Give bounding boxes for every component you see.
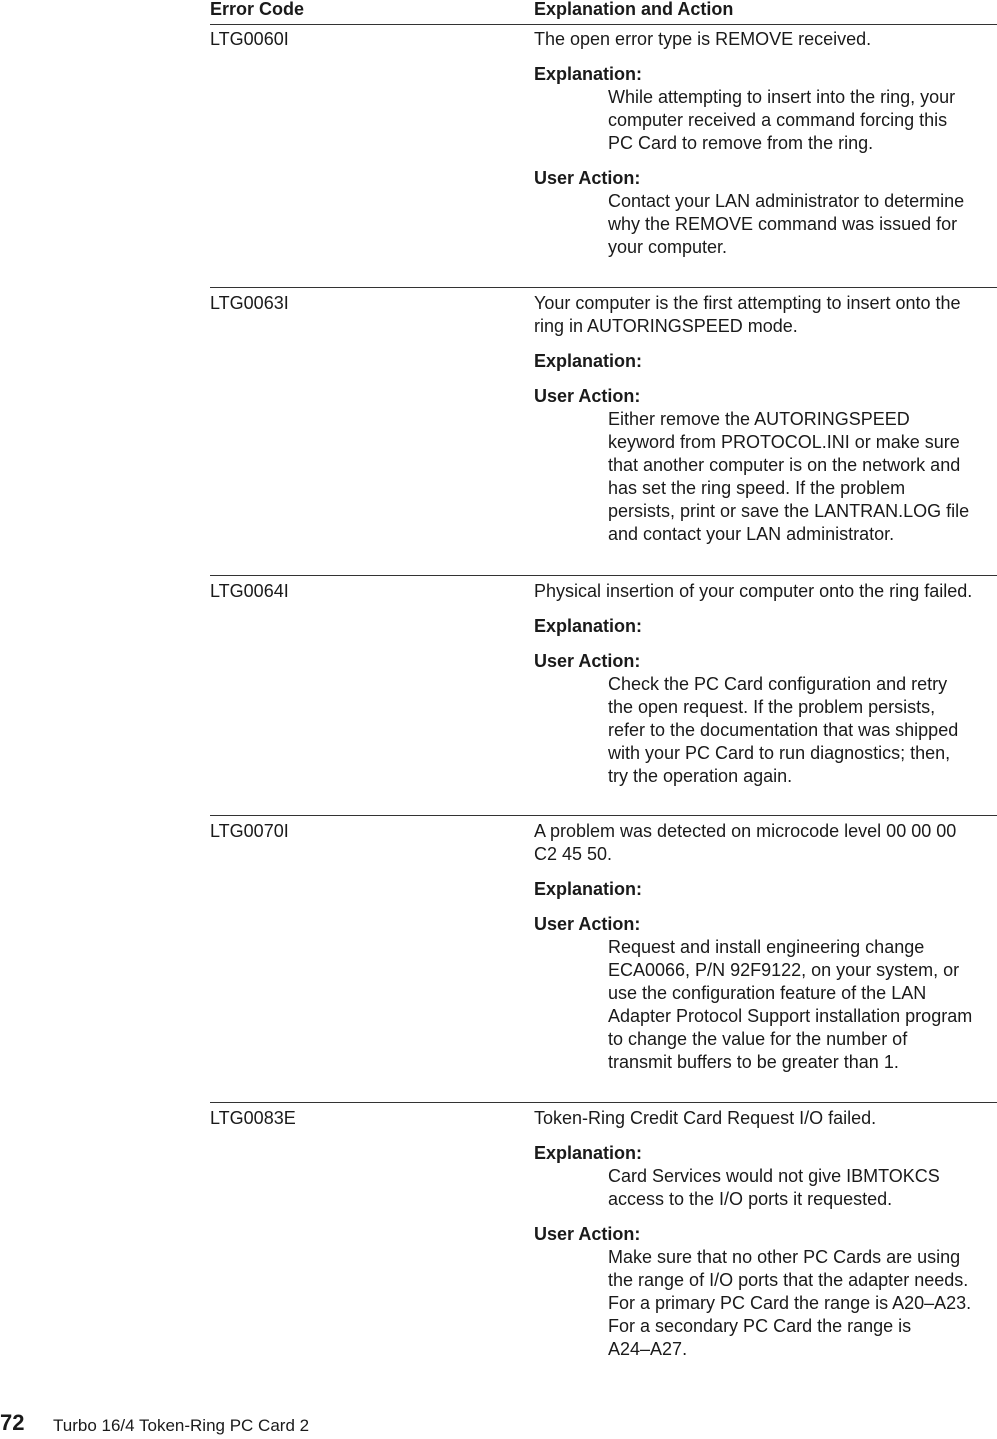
user-action-text-line: your computer. [608,237,728,257]
explanation-and-action [534,820,997,1074]
explanation-label: Explanation: [534,616,643,636]
error-summary-line: The open error type is REMOVE received. [534,29,872,49]
user-action-text [608,190,997,259]
user-action-text-line: A24–A27. [608,1339,688,1359]
user-action-text-line: transmit buffers to be greater than 1. [608,1052,899,1072]
user-action-label: User Action: [534,1224,641,1244]
error-code: LTG0063I [210,293,289,313]
table-header [210,0,997,25]
user-action-text-line: the range of I/O ports that the adapter needs. [608,1270,969,1290]
user-action-text-line: has set the ring speed. If the problem [608,478,906,498]
error-summary [534,820,997,866]
explanation-label: Explanation: [534,1143,643,1163]
user-action-text-line: try the operation again. [608,766,793,786]
user-action-text-line: and contact your LAN administrator. [608,524,895,544]
user-action-text [608,1246,997,1361]
explanation-label: Explanation: [534,879,643,899]
user-action-text-line: Adapter Protocol Support installation program [608,1006,973,1026]
user-action-text-line: persists, print or save the LANTRAN.LOG file [608,501,970,521]
error-code: LTG0070I [210,821,289,841]
user-action-text-line: that another computer is on the network and [608,455,961,475]
error-code: LTG0083E [210,1108,296,1128]
column-header-explanation: Explanation and Action [534,0,734,19]
error-summary [534,28,997,51]
explanation-and-action [534,580,997,788]
user-action-text-line: Either remove the AUTORINGSPEED [608,409,910,429]
document-title: Turbo 16/4 Token-Ring PC Card 2 [53,1416,310,1435]
explanation-text-line: computer received a command forcing this [608,110,948,130]
page-footer [0,1409,997,1439]
error-code: LTG0060I [210,29,289,49]
user-action-label: User Action: [534,651,641,671]
user-action-text-line: with your PC Card to run diagnostics; then, [608,743,951,763]
explanation-text-line: PC Card to remove from the ring. [608,133,874,153]
user-action-text-line: keyword from PROTOCOL.INI or make sure [608,432,960,452]
error-code: LTG0064I [210,581,289,601]
error-summary [534,292,997,338]
error-summary-line: Your computer is the first attempting to insert onto the [534,293,961,313]
table-row [210,1102,997,1359]
explanation-and-action [534,292,997,546]
user-action-text [608,673,997,788]
user-action-text-line: ECA0066, P/N 92F9122, on your system, or [608,960,960,980]
error-summary-line: A problem was detected on microcode level 00 00 00 [534,821,957,841]
page-number: 72 [0,1410,25,1435]
error-summary-line: Token-Ring Credit Card Request I/O failed. [534,1108,877,1128]
user-action-label: User Action: [534,914,641,934]
error-summary-line: ring in AUTORINGSPEED mode. [534,316,798,336]
error-summary-line: Physical insertion of your computer onto the ring failed. [534,581,973,601]
user-action-text-line: why the REMOVE command was issued for [608,214,958,234]
user-action-text [608,936,997,1074]
explanation-text [608,86,997,155]
explanation-text-line: access to the I/O ports it requested. [608,1189,893,1209]
error-summary-line: C2 45 50. [534,844,613,864]
table-row [210,815,997,1072]
user-action-text-line: refer to the documentation that was shipped [608,720,959,740]
explanation-text-line: While attempting to insert into the ring, your [608,87,956,107]
explanation-text [608,1165,997,1211]
user-action-text-line: Request and install engineering change [608,937,925,957]
column-header-error-code: Error Code [210,0,305,19]
user-action-text-line: use the configuration feature of the LAN [608,983,927,1003]
user-action-text-line: Contact your LAN administrator to determine [608,191,965,211]
user-action-text-line: For a secondary PC Card the range is [608,1316,912,1336]
table-row [210,575,997,786]
user-action-label: User Action: [534,168,641,188]
user-action-label: User Action: [534,386,641,406]
explanation-and-action [534,28,997,259]
explanation-and-action [534,1107,997,1361]
error-summary [534,580,997,603]
table-row [210,287,997,544]
user-action-text-line: to change the value for the number of [608,1029,908,1049]
user-action-text-line: the open request. If the problem persists, [608,697,936,717]
user-action-text-line: Make sure that no other PC Cards are using [608,1247,961,1267]
explanation-text-line: Card Services would not give IBMTOKCS [608,1166,940,1186]
explanation-label: Explanation: [534,64,643,84]
user-action-text-line: For a primary PC Card the range is A20–A23. [608,1293,972,1313]
error-summary [534,1107,997,1130]
explanation-label: Explanation: [534,351,643,371]
user-action-text-line: Check the PC Card configuration and retry [608,674,948,694]
user-action-text [608,408,997,546]
